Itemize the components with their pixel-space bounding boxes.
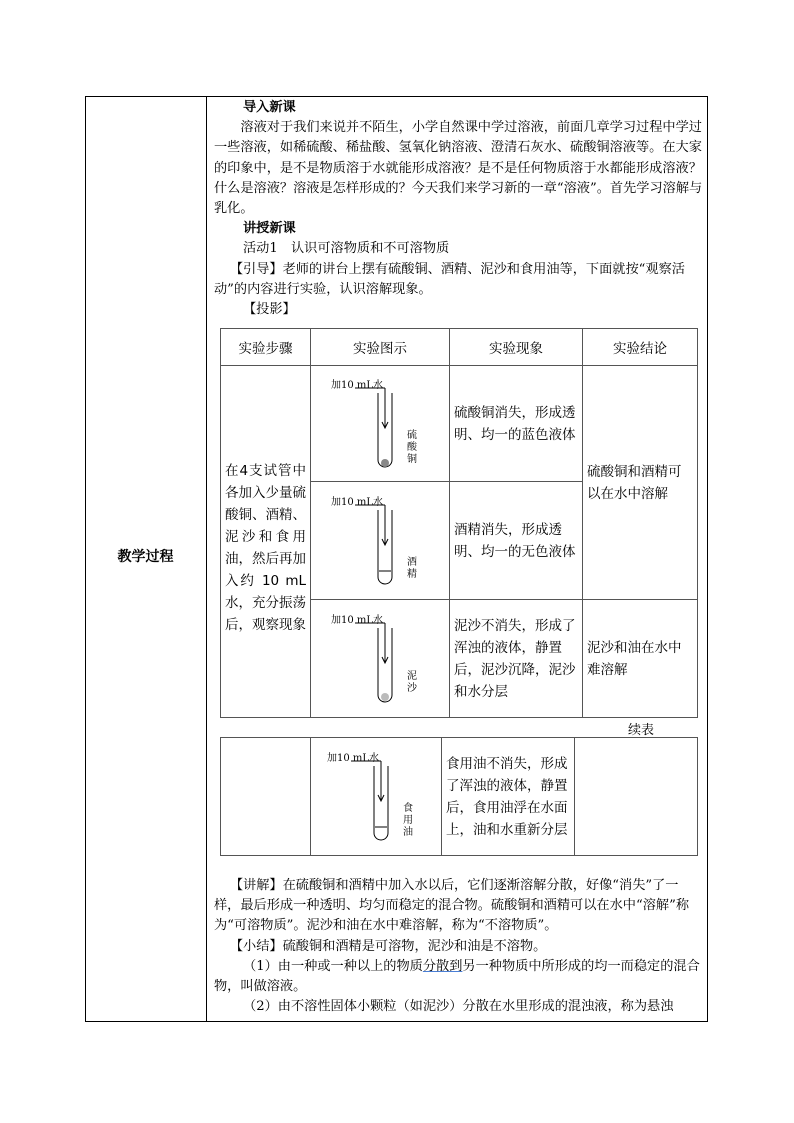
conclusion-soluble: 硫酸铜和酒精可以在水中溶解 [583,366,698,600]
intro-heading: 导入新课 [243,100,296,115]
continued-label: 续表 [628,723,655,738]
add-water-label: 加10 mL水 [331,614,384,626]
add-water-label: 加10 mL水 [327,752,380,764]
step-cell: 在4支试管中各加入少量硫酸铜、酒精、泥沙和食用油，然后再加入约 10 mL水，充分振荡后，观察现象 [221,366,311,718]
point-1-part-a: （1）由一种或一种以上的物质 [243,958,423,974]
substance-label: 酒精 [407,556,417,580]
column-divider [206,96,207,1022]
explanation-paragraph: 【讲解】在硫酸铜和酒精中加入水以后，它们逐渐溶解分散，好像“消失”了一样，最后形成一种透明、均匀而稳定的混合物。硫酸铜和酒精可以在水中“溶解”称为“可溶物质”。泥沙和油在水中难溶解，称为“不溶物质”。 [214,878,690,934]
guide-paragraph: 【引导】老师的讲台上摆有硫酸铜、酒精、泥沙和食用油等，下面就按“观察活动”的内容进行实验，认识溶解现象。 [214,261,685,297]
empty-step-cell [221,738,311,856]
diagram-copper-sulfate [311,366,450,482]
diagram-mud [311,600,450,718]
phenomenon-alcohol: 酒精消失，形成透明、均一的无色液体 [450,482,583,600]
empty-conclusion-cell [575,738,698,856]
point-1-underlined: 分散到 [422,958,463,974]
header-step: 实验步骤 [221,329,311,366]
section-label: 教学过程 [117,549,174,565]
phenomenon-mud: 泥沙不消失，形成了浑浊的液体，静置后，泥沙沉降，泥沙和水分层 [450,600,583,718]
header-diagram: 实验图示 [311,329,450,366]
summary-paragraph: 【小结】硫酸铜和酒精是可溶物，泥沙和油是不溶物。 [229,938,547,954]
point-1 [214,957,704,997]
experiment-table [220,328,698,718]
add-water-label: 加10 mL水 [331,496,384,508]
substance-label: 泥沙 [407,670,417,694]
lesson-content [214,98,704,320]
add-water-label: 加10 mL水 [331,379,384,391]
activity-title: 活动1 认识可溶物质和不可溶物质 [243,241,450,257]
lecture-heading: 讲授新课 [243,221,296,237]
conclusion-insoluble: 泥沙和油在水中难溶解 [583,600,698,718]
point-2: （2）由不溶性固体小颗粒（如泥沙）分散在水里形成的混浊液，称为悬浊 [243,999,674,1015]
lesson-content-lower [214,876,704,1017]
substance-label: 硫酸铜 [407,429,417,465]
point-1-part-c: 另一种物质中所形成的均一而稳定的混合物，叫做溶液。 [214,958,700,995]
intro-paragraph: 溶液对于我们来说并不陌生，小学自然课中学过溶液，前面几章学习过程中学过一些溶液，如稀硫酸、稀盐酸、氢氧化钠溶液、澄清石灰水、硫酸铜溶液等。在大家的印象中，是不是物质溶于水就能形成溶液？是不是任何物质溶于水都能形成溶液？什么是溶液？溶液是怎样形成的？今天我们来学习新的一章“溶液”。首先学习溶解与乳化。 [214,120,703,217]
phenomenon-copper-sulfate: 硫酸铜消失，形成透明、均一的蓝色液体 [450,366,583,482]
substance-label: 食用油 [403,802,413,838]
diagram-oil [311,738,442,856]
header-conclusion: 实验结论 [583,329,698,366]
header-phenomenon: 实验现象 [450,329,583,366]
phenomenon-oil: 食用油不消失，形成了浑浊的液体，静置后，食用油浮在水面上，油和水重新分层 [442,738,575,856]
experiment-table-continued [220,737,698,856]
projection-label: 【投影】 [243,302,296,318]
diagram-alcohol [311,482,450,600]
